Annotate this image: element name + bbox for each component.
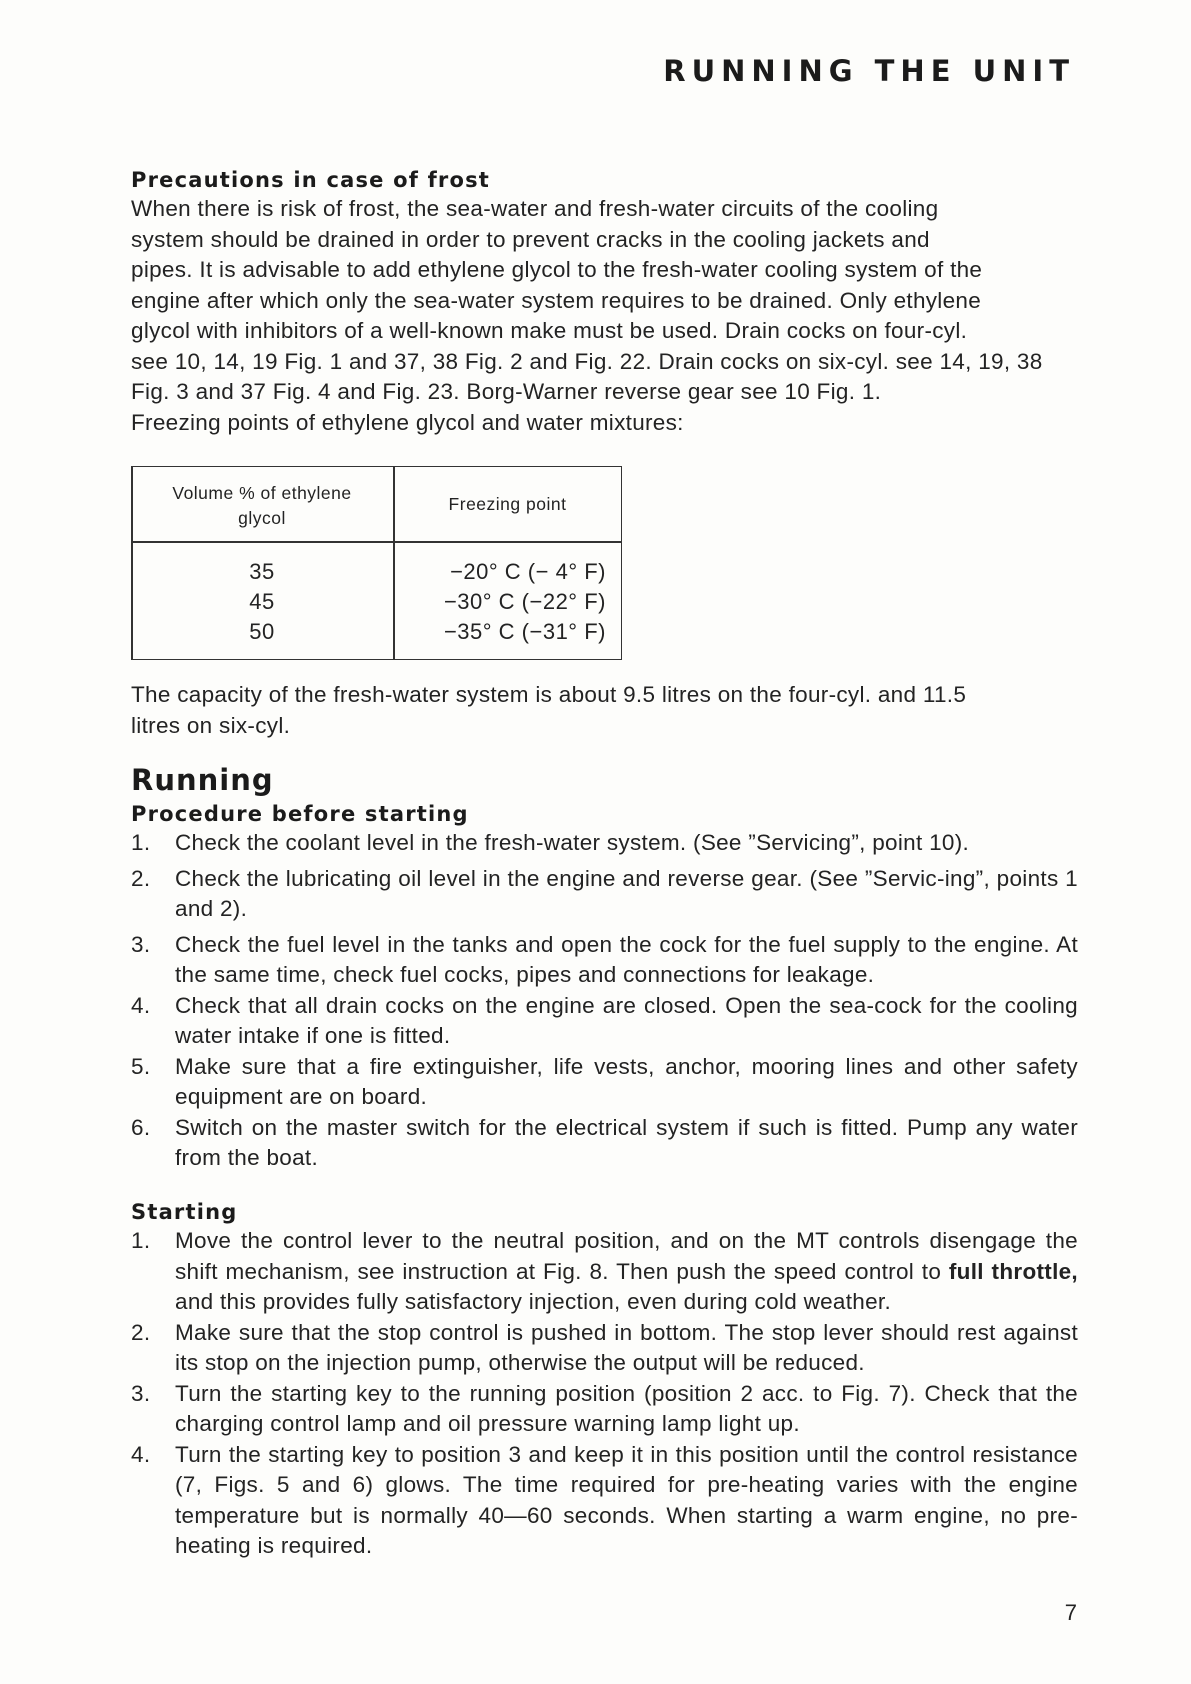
running-head: RUNNING THE UNIT bbox=[663, 54, 1075, 88]
procedure-step bbox=[131, 930, 1078, 991]
header-volume-line2: glycol bbox=[238, 508, 286, 528]
step-number: 4. bbox=[131, 992, 151, 1018]
table-header-volume bbox=[131, 481, 393, 531]
frost-line: pipes. It is advisable to add ethylene glycol to the fresh-water cooling system of the bbox=[131, 257, 983, 282]
step-number: 4. bbox=[131, 1441, 151, 1467]
step-number: 1. bbox=[131, 830, 151, 855]
step-text: and this provides fully satisfactory injection, even during cold weather. bbox=[175, 1289, 892, 1314]
starting-steps bbox=[131, 1226, 1078, 1562]
frost-line: see 10, 14, 19 Fig. 1 and 37, 38 Fig. 2 and Fig. 22. Drain cocks on six-cyl. see 14, 19, 38 bbox=[131, 348, 1043, 374]
capacity-section bbox=[131, 680, 1078, 741]
step-number: 5. bbox=[131, 1053, 151, 1079]
page-number: 7 bbox=[1064, 1600, 1077, 1625]
step-number: 6. bbox=[131, 1114, 151, 1140]
header-volume-line1: Volume % of ethylene bbox=[172, 483, 352, 503]
procedure-step bbox=[131, 1052, 1078, 1113]
starting-section bbox=[131, 1198, 1078, 1562]
step-number: 1. bbox=[131, 1228, 151, 1253]
table-header-freezing: Freezing point bbox=[448, 494, 567, 514]
procedure-step bbox=[131, 991, 1078, 1052]
step-text: Turn the starting key to position 3 and keep it in this position until the control resistance (7, Figs. 5 and 6) glows. The time required for pre-heating varies with the engine temperature but is normally 40—60 seconds. When starting a warm engine, no pre-heating is required. bbox=[175, 1441, 1078, 1558]
running-section bbox=[131, 762, 1078, 1174]
step-text: Check that all drain cocks on the engine are closed. Open the sea-cock for the cooling water intake if one is fitted. bbox=[175, 992, 1078, 1048]
frost-line: glycol with inhibitors of a well-known make must be used. Drain cocks on four-cyl. bbox=[131, 318, 968, 343]
step-number: 2. bbox=[131, 1319, 151, 1345]
table-cell-volume: 50 bbox=[249, 619, 275, 644]
starting-step bbox=[131, 1318, 1078, 1379]
table-freezing-column bbox=[393, 557, 606, 647]
frost-line: system should be drained in order to prevent cracks in the cooling jackets and bbox=[131, 226, 930, 252]
frost-heading: Precautions in case of frost bbox=[131, 168, 491, 192]
procedure-steps bbox=[131, 828, 1078, 1174]
starting-step bbox=[131, 1226, 1078, 1318]
step-text: Make sure that the stop control is pushed in bottom. The stop lever should rest against its stop on the injection pump, otherwise the output will be reduced. bbox=[175, 1319, 1078, 1375]
table-cell-freezing: −30° C (−22° F) bbox=[443, 589, 606, 614]
table-header-rule bbox=[131, 541, 622, 543]
step-number: 3. bbox=[131, 931, 151, 957]
table-cell-volume: 35 bbox=[249, 559, 275, 584]
step-text: Check the coolant level in the fresh-water system. (See ”Servicing”, point 10). bbox=[175, 830, 970, 855]
step-number: 2. bbox=[131, 865, 151, 891]
procedure-step bbox=[131, 864, 1078, 925]
table-cell-volume: 45 bbox=[249, 589, 275, 614]
starting-step bbox=[131, 1440, 1078, 1562]
freezing-point-table bbox=[131, 466, 622, 660]
running-heading: Running bbox=[131, 763, 274, 797]
step-text: Move the control lever to the neutral position, and on the MT controls disengage the shift mechanism, see instruction at Fig. 8. Then push the speed control to bbox=[175, 1228, 1078, 1284]
step-text: Check the fuel level in the tanks and open the cock for the fuel supply to the engine. At the same time, check fuel cocks, pipes and connections for leakage. bbox=[175, 931, 1078, 987]
table-cell-freezing: −35° C (−31° F) bbox=[443, 619, 606, 644]
step-text: Check the lubricating oil level in the engine and reverse gear. (See ”Servic-ing”, points 1 and 2). bbox=[175, 865, 1078, 921]
procedure-step bbox=[131, 828, 1078, 859]
table-volume-column bbox=[131, 557, 393, 647]
step-text: Make sure that a fire extinguisher, life vests, anchor, mooring lines and other safety equipment are on board. bbox=[175, 1053, 1078, 1109]
table-cell-freezing: −20° C (− 4° F) bbox=[450, 559, 606, 584]
step-text: Turn the starting key to the running position (position 2 acc. to Fig. 7). Check that the charging control lamp and oil pressure warning lamp light up. bbox=[175, 1380, 1078, 1436]
frost-line: Freezing points of ethylene glycol and water mixtures: bbox=[131, 409, 684, 435]
frost-line: When there is risk of frost, the sea-water and fresh-water circuits of the cooling bbox=[131, 196, 939, 221]
starting-heading: Starting bbox=[131, 1200, 238, 1224]
step-number: 3. bbox=[131, 1380, 151, 1406]
frost-section bbox=[131, 166, 1078, 438]
capacity-line: The capacity of the fresh-water system is about 9.5 litres on the four-cyl. and 11.5 bbox=[131, 682, 967, 707]
capacity-line: litres on six-cyl. bbox=[131, 712, 291, 738]
starting-step bbox=[131, 1379, 1078, 1440]
step-text: Switch on the master switch for the electrical system if such is fitted. Pump any water from the boat. bbox=[175, 1114, 1078, 1170]
step-text-bold: full throttle, bbox=[948, 1258, 1078, 1284]
procedure-step bbox=[131, 1113, 1078, 1174]
frost-line: Fig. 3 and 37 Fig. 4 and Fig. 23. Borg-Warner reverse gear see 10 Fig. 1. bbox=[131, 379, 882, 404]
procedure-heading: Procedure before starting bbox=[131, 802, 469, 826]
frost-line: engine after which only the sea-water system requires to be drained. Only ethylene bbox=[131, 287, 982, 313]
